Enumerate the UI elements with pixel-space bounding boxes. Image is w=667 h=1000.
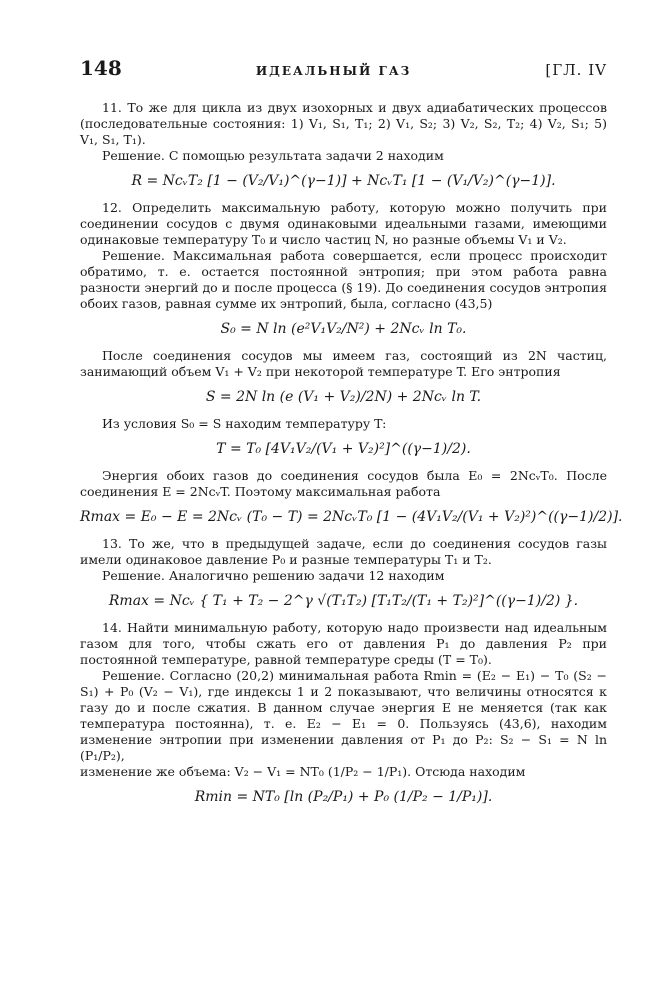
paragraph: Решение. Аналогично решению задачи 12 находим (102, 568, 445, 583)
equation: S₀ = N ln (e²V₁V₂/N²) + 2Ncᵥ ln T₀. (220, 321, 467, 337)
paragraph: 11. То же для цикла из двух изохорных и двух адиабатических процессов (последовательные состояния: 1) V₁, S₁, T₁; 2) V₁, S₂; 3) V₂, S₂, T₂; 4) V₂, S₁; 5) V₁, S₁, T₁). (80, 100, 607, 147)
equation: Rmin = NT₀ [ln (P₂/P₁) + P₀ (1/P₂ − 1/P₁)]. (194, 789, 493, 805)
equation: Rmax = E₀ − E = 2Ncᵥ (T₀ − T) = 2NcᵥT₀ [1 − (4V₁V₂/(V₁ + V₂)²)^((γ−1)/2)]. (80, 509, 623, 525)
paragraph: Решение. Максимальная работа совершается, если процесс происходит обратимо, т. е. остается постоянной энтропия; при этом работа равна разности энергий до и после процесса (§ 19). До соединения сосудов энтропия обоих газов, равная сумме их энтропий, была, согласно (43,5) (80, 248, 607, 311)
paragraph: Из условия S₀ = S находим температуру T: (102, 416, 387, 431)
equation: Rmax = Ncᵥ { T₁ + T₂ − 2^γ √(T₁T₂) [T₁T₂/(T₁ + T₂)²]^((γ−1)/2) }. (108, 593, 579, 609)
paragraph: 12. Определить максимальную работу, которую можно получить при соединении сосудов с двумя одинаковыми идеальными газами, имеющими одинаковые температуру T₀ и число частиц N, но разные объемы V₁ и V₂. (80, 200, 607, 247)
equation: S = 2N ln (e (V₁ + V₂)/2N) + 2Ncᵥ ln T. (205, 389, 482, 405)
paragraph: После соединения сосудов мы имеем газ, состоящий из 2N частиц, занимающий объем V₁ + V₂ при некоторой температуре T. Его энтропия (80, 348, 607, 379)
paragraph: 14. Найти минимальную работу, которую надо произвести над идеальным газом для того, чтобы сжать его от давления P₁ до давления P₂ при постоянной температуре, равной температуре среды (T = T₀). (80, 620, 607, 667)
page-number: 148 (80, 56, 122, 80)
chapter-label: [ГЛ. IV (545, 61, 607, 79)
page-header (80, 56, 607, 80)
equation: T = T₀ [4V₁V₂/(V₁ + V₂)²]^((γ−1)/2). (216, 441, 471, 457)
paragraph: Энергия обоих газов до соединения сосудов была E₀ = 2NcᵥT₀. После соединения E = 2NcᵥT. Поэтому максимальная работа (80, 468, 607, 499)
running-title: ИДЕАЛЬНЫЙ ГАЗ (255, 64, 412, 78)
equation: R = NcᵥT₂ [1 − (V₂/V₁)^(γ−1)] + NcᵥT₁ [1 − (V₁/V₂)^(γ−1)]. (131, 173, 556, 189)
paragraph: 13. То же, что в предыдущей задаче, если до соединения сосудов газы имели одинаковое давление P₀ и разные температуры T₁ и T₂. (80, 536, 607, 567)
paragraph: Решение. С помощью результата задачи 2 находим (102, 148, 444, 163)
paragraph: Решение. Согласно (20,2) минимальная работа Rmin = (E₂ − E₁) − T₀ (S₂ − S₁) + P₀ (V₂ − V₁), где индексы 1 и 2 показывают, что величины относятся к газу до и после сжатия. В данном случае энергия E не меняется (так как температура постоянна), т. е. E₂ − E₁ = 0. Пользуясь (43,6), находим изменение энтропии при изменении давления от P₁ до P₂: S₂ − S₁ = N ln (P₁/P₂), (80, 668, 607, 763)
page-body (80, 100, 623, 808)
paragraph: изменение же объема: V₂ − V₁ = NT₀ (1/P₂ − 1/P₁). Отсюда находим (80, 764, 526, 779)
